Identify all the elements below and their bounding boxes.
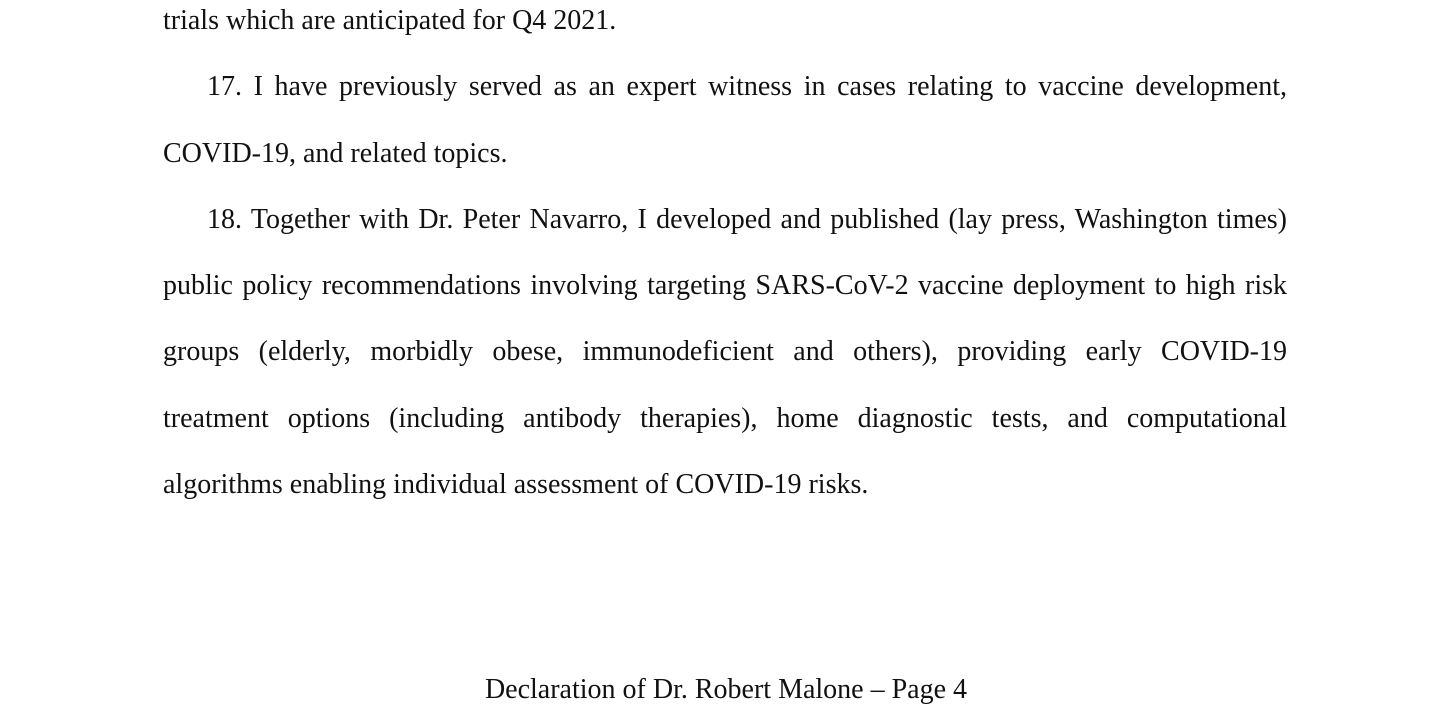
paragraph-number: 18. [207,203,242,235]
paragraph-number: 17. [207,71,242,103]
paragraph-17 [163,54,1287,187]
page-footer [0,670,1456,710]
document-body [163,0,1287,518]
paragraph-18 [163,187,1287,518]
paragraph-text: Together with Dr. Peter Navarro, I developed and published (lay press, Washington times) public policy recommendations involving targeting SARS-CoV-2 vaccine deployment to high risk groups (elderly, morbidly obese, immunodeficient and others), providing early COVID-19 treatment options (including antibody therapies), home diagnostic tests, and computational algorithms enabling individual assessment of COVID-19 risks. [163,203,1287,501]
paragraph-text: I have previously served as an expert witness in cases relating to vaccine development, COVID-19, and related topics. [163,71,1288,169]
continuation-paragraph [163,0,1287,54]
continuation-text: trials which are anticipated for Q4 2021. [163,5,617,36]
footer-text: Declaration of Dr. Robert Malone – Page 4 [484,674,968,705]
